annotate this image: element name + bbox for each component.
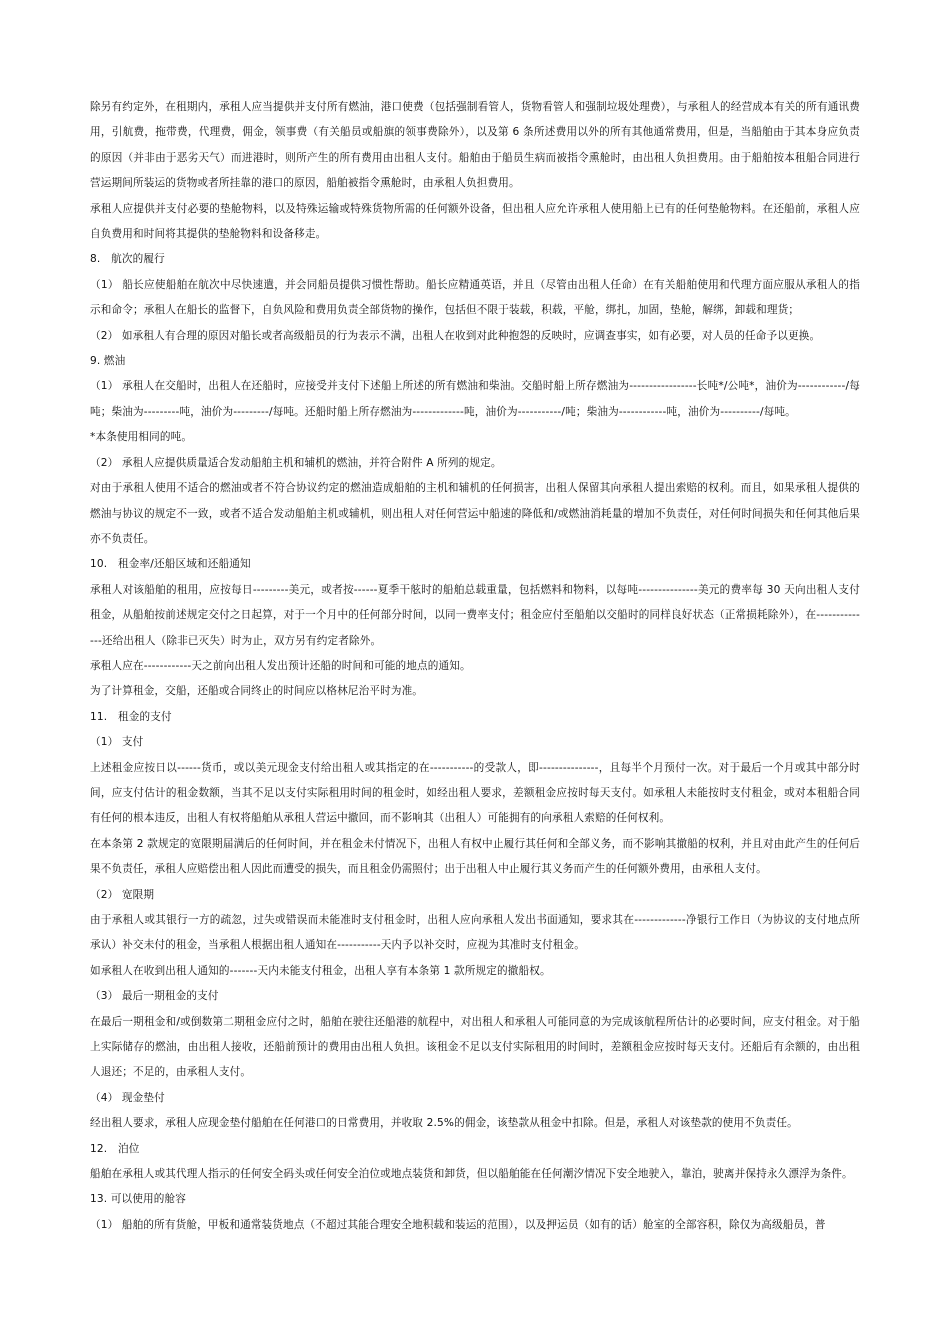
paragraph-11-2-withdrawal: 如承租人在收到出租人通知的-------天内未能支付租金，出租人享有本条第 1 款所规定的撤船权。 — [90, 964, 551, 977]
paragraph-13-1: （1） 船舶的所有货舱，甲板和通常装货地点（不超过其能合理安全地积载和装运的范围），以及押运员（如有的话）舱室的全部容积，除仅为高级船员，普 — [90, 1218, 826, 1231]
paragraph-9-claims: 对由于承租人使用不适合的燃油或者不符合协议约定的燃油造成船舶的主机和辅机的任何损害，出租人保留其向承租人提出索赔的权利。而且，如果承租人提供的燃油与协议的规定不一致，或者不适合发动船舶主机或辅机，则出租人对任何营运中船速的降低和/或燃油消耗量的增加不负责任，对任何时间损失和任何其他后果亦不负责任。 — [90, 482, 860, 545]
document-page — [90, 95, 860, 1238]
subheading-11-1: （1） 支付 — [90, 736, 144, 749]
paragraph-11-4-advances: 经出租人要求，承租人应现金垫付船舶在任何港口的日常费用，并收取 2.5%的佣金，该垫款从租金中扣除。但是，承租人对该垫款的使用不负责任。 — [90, 1117, 798, 1130]
heading-section-10: 10. 租金率/还船区域和还船通知 — [90, 558, 251, 571]
paragraph-11-1-payment: 上述租金应按日以------货币，或以美元现金支付给出租人或其指定的在-----------的受款人，即---------------，且每半个月预付一次。对于最后一个月或其中部分时间，应支付估计的租金数额，当其不足以支付实际租用时间的租金时，如经出租人要求，差额租金应按时每天支付。如承租人未能按时支付租金，或对本租船合同有任何的根本违反，出租人有权将船舶从承租人营运中撤回，而不影响其（出租人）可能拥有的向承租人索赔的任何权利。 — [90, 761, 860, 825]
paragraph-11-2-grace: 由于承租人或其银行一方的疏忽，过失或错误而未能准时支付租金时，出租人应向承租人发出书面通知，要求其在-------------净银行工作日（为协议的支付地点所承认）补交未付的租金，当承租人根据出租人通知在-----------天内予以补交时，应视为其准时支付租金。 — [90, 914, 860, 952]
subheading-11-4: （4） 现金垫付 — [90, 1091, 165, 1104]
paragraph-8-1: （1） 船长应使船舶在航次中尽快速遣，并会同船员提供习惯性帮助。船长应精通英语，并且（尽管由出租人任命）在有关船舶使用和代理方面应服从承租人的指示和命令；承租人在船长的监督下，自负风险和费用负责全部货物的操作，包括但不限于装载，积载，平舱，绑扎，加固，垫舱，解绑，卸载和理货； — [90, 278, 860, 317]
heading-section-13: 13. 可以使用的舱容 — [90, 1193, 187, 1206]
heading-section-9: 9. 燃油 — [90, 355, 126, 368]
heading-section-8: 8. 航次的履行 — [90, 253, 165, 266]
paragraph-10-time: 为了计算租金，交船，还船或合同终止的时间应以格林尼治平时为准。 — [90, 685, 424, 698]
paragraph-expenses: 除另有约定外，在租期内，承租人应当提供并支付所有燃油，港口使费（包括强制看管人，货物看管人和强制垃圾处理费），与承租人的经营成本有关的所有通讯费用，引航费，拖带费，代理费，佣金，领事费（有关船员或船旗的领事费除外），以及第 6 条所述费用以外的所有其他通常费用，但是，当船舶由于其本身应负责的原因（并非由于恶劣天气）而进港时，则所产生的所有费用由出租人支付。船舶由于船员生病而被指令熏舱时，由出租人负担费用。由于船舶按本租船合同进行营运期间所装运的货物或者所挂靠的港口的原因，船舶被指令熏舱时，由承租人负担费用。 — [90, 101, 860, 190]
paragraph-11-3-last-hire: 在最后一期租金和/或倒数第二期租金应付之时，船舶在驶往还船港的航程中，对出租人和承租人可能同意的为完成该航程所估计的必要时间，应支付租金。对于船上实际储存的燃油，由出租人接收，还船前预计的费用由出租人负担。该租金不足以支付实际租用的时间时，差额租金应按时每天支付。还船后有余额的，由出租人退还；不足的，由承租人支付。 — [90, 1015, 860, 1079]
paragraph-dunnage: 承租人应提供并支付必要的垫舱物料，以及特殊运输或特殊货物所需的任何额外设备，但出租人应允许承租人使用船上已有的任何垫舱物料。在还船前，承租人应自负费用和时间将其提供的垫舱物料和设备移走。 — [90, 202, 860, 241]
paragraph-10-hire: 承租人对该船舶的租用，应按每日---------美元，或者按------夏季干舷时的船舶总载重量，包括燃料和物料，以每吨---------------美元的费率每 30 天向出租人支付租金，从船舶按前述规定交付之日起算，对于一个月中的任何部分时间，以同一费率支付；租金应付至船舶以交船时的同样良好状态（正常损耗除外），在--------------还给出租人（除非已灭失）时为止，双方另有约定者除外。 — [90, 583, 860, 647]
heading-section-12: 12. 泊位 — [90, 1142, 140, 1155]
paragraph-9-1: （1） 承租人在交船时，出租人在还船时，应接受并支付下述船上所述的所有燃油和柴油。交船时船上所存燃油为-----------------长吨*/公吨*，油价为------------/每吨；柴油为---------吨，油价为---------/每吨。还船时船上所存燃油为-------------吨，油价为-----------/吨；柴油为------------吨，油价为----------/每吨。 — [90, 380, 860, 418]
paragraph-11-1-suspension: 在本条第 2 款规定的宽限期届满后的任何时间，并在租金未付情况下，出租人有权中止履行其任何和全部义务，而不影响其撤船的权利，并且对由此产生的任何后果不负责任，承租人应赔偿出租人因此而遭受的损失，而且租金仍需照付；出于出租人中止履行其义务而产生的任何额外费用，由承租人支付。 — [90, 837, 860, 876]
paragraph-10-notice: 承租人应在------------天之前向出租人发出预计还船的时间和可能的地点的通知。 — [90, 659, 471, 672]
paragraph-9-note: *本条使用相同的吨。 — [90, 431, 193, 444]
heading-section-11: 11. 租金的支付 — [90, 710, 172, 723]
paragraph-9-2: （2） 承租人应提供质量适合发动船舶主机和辅机的燃油，并符合附件 A 所列的规定。 — [90, 456, 502, 469]
subheading-11-3: （3） 最后一期租金的支付 — [90, 990, 219, 1003]
paragraph-12-berths: 船舶在承租人或其代理人指示的任何安全码头或任何安全泊位或地点装货和卸货，但以船舶能在任何潮汐情况下安全地驶入，靠泊，驶离并保持永久漂浮为条件。 — [90, 1168, 853, 1181]
subheading-11-2: （2） 宽限期 — [90, 888, 155, 901]
paragraph-8-2: （2） 如承租人有合理的原因对船长或者高级船员的行为表示不满，出租人在收到对此种抱怨的反映时，应调查事实，如有必要，对人员的任命予以更换。 — [90, 329, 821, 342]
